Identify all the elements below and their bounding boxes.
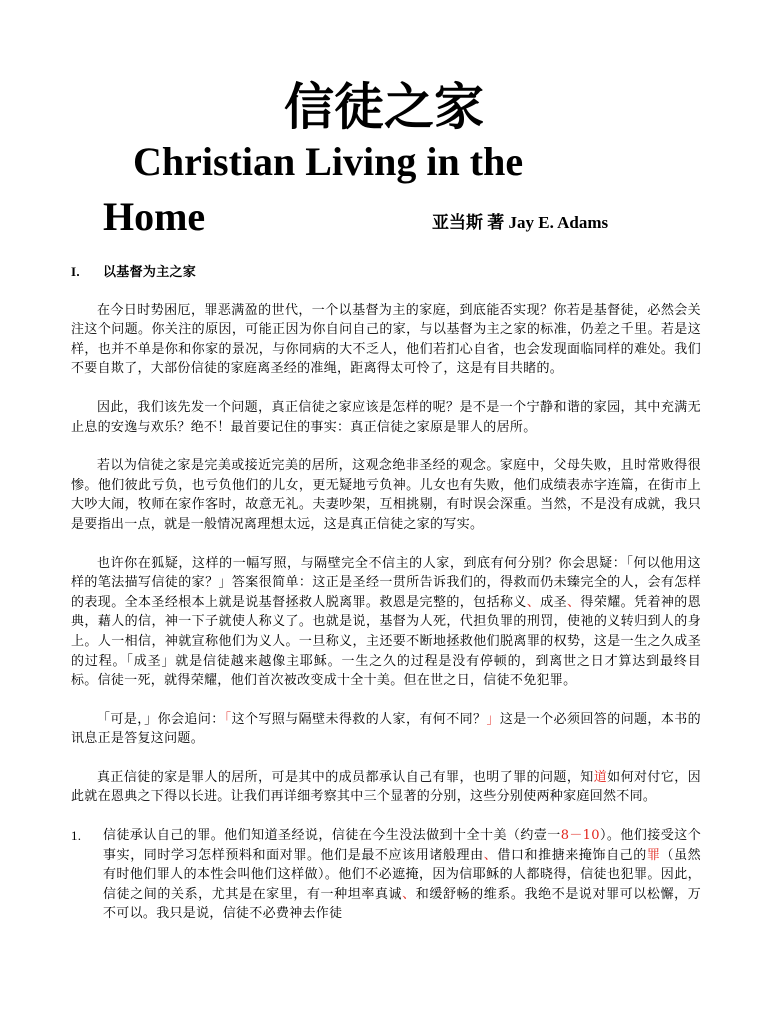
list-item-part-b: ）。他们接受这个事实，同时学习怎样预料和面对罪。他们是最不应该用诸般理由 (103, 828, 701, 863)
paragraph-5-part-a: 「可是，」你会追问： (97, 711, 225, 727)
paragraph-5 (71, 710, 701, 749)
page-title-english-line1: Christian Living in the (133, 139, 524, 184)
paragraph-1: 在今日时势困厄，罪恶满盈的世代，一个以基督为主的家庭，到底能否实现？你若是基督徒，必然会关注这个问题。你关注的原因，可能正因为你自问自己的家，与以基督为主之家的标准，仍差之千里。若是这样，也并不单是你和你家的景况，与你同病的大不乏人，他们若扪心自省，也会发现面临同样的难处。我们不要自欺了，大部份信徒的家庭离圣经的准绳，距离得太可怜了，这是有目共睹的。 (71, 302, 701, 377)
document-body (71, 262, 701, 924)
paragraph-4-part-b: 成圣 (540, 594, 568, 610)
paragraph-4 (71, 554, 701, 691)
paragraph-5-part-c: 这是一个必须回答的问题，本书的讯息正是答复这问题。 (71, 711, 701, 747)
list-item (71, 826, 701, 924)
paragraph-4-part-c: 得荣耀。凭着神的恩典，藉人的信，神一下子就使人称义了。也就是说，基督为人死，代担负罪的刑罚，使祂的义转归到人的身上。人一相信，神就宣称他们为义人。一旦称义，主还要不断地拯救他们脱离罪的权势，这是一生之久成圣的过程。「成圣」就是信徒越来越像主耶稣。一生之久的过程是没有停顿的，到离世之日才算达到最终目标。信徒一死，就得荣耀，他们首次被改变成十全十美。但在世之日，信徒不免犯罪。 (71, 594, 701, 689)
red-separator: 、 (402, 886, 416, 902)
red-separator: 、 (526, 594, 541, 610)
list-item-part-c: 借口和推搪来掩饰自己的 (497, 847, 647, 863)
paragraph-6-part-b: 如何对付它，因此就在恩典之下得以长进。让我们再详细考察其中三个显著的分别，这些分别使两种家庭回然不同。 (71, 769, 701, 805)
section-number: I. (71, 264, 80, 279)
list-item-number: 1. (71, 828, 82, 844)
section-title: 以基督为主之家 (103, 265, 197, 280)
red-highlight: 道 (593, 769, 608, 785)
list-item-part-a: 信徒承认自己的罪。他们知道圣经说，信徒在今生没法做到十全十美（约壹一 (103, 828, 561, 844)
list-item-text (103, 826, 701, 924)
page-title-chinese: 信徒之家 (284, 78, 484, 136)
red-highlight: 罪 (646, 847, 661, 863)
red-quote-close: 」 (486, 711, 500, 727)
section-heading (71, 262, 701, 283)
author-byline: 亚当斯 著 Jay E. Adams (432, 213, 609, 232)
list-item-part-d: （虽然有时他们罪人的本性会叫他们这样做）。他们不必遮掩，因为信耶稣的人都晓得，信徒也犯罪。因此，信徒之间的关系，尤其是在家里，有一种坦率真诚 (103, 847, 701, 902)
red-separator: 、 (567, 594, 581, 610)
red-separator: 、 (483, 847, 498, 863)
paragraph-3: 若以为信徒之家是完美或接近完美的居所，这观念绝非圣经的观念。家庭中，父母失败，且时常败得很惨。他们彼此亏负，也亏负他们的儿女，更无疑地亏负神。儿女也有失败，他们成绩表赤字连篇，在街市上大吵大闹，牧师在家作客时，故意无礼。夫妻吵架，互相挑剔，有时误会深重。当然，不是没有成就，我只是要指出一点，就是一般情况离理想太远，这是真正信徒之家的写实。 (71, 458, 701, 532)
paragraph-5-quote: 这个写照与隔壁未得救的人家，有何不同？ (231, 711, 487, 727)
list-item-part-e: 和缓舒畅的维系。我绝不是说对罪可以松懈，万不可以。我只是说，信徒不必费神去作徒 (103, 886, 701, 922)
page-title-english-line2: Home (103, 194, 206, 239)
paragraph-4-part-a: 也许你在狐疑，这样的一幅写照，与隔壁完全不信主的人家，到底有何分别？你会思疑：「何以他用这样的笔法描写信徒的家？」答案很简单：这正是圣经一贯所告诉我们的，得救而仍未臻完全的人，会有怎样的表现。全本圣经根本上就是说基督拯救人脱离罪。救恩是完整的，包括称义 (71, 555, 701, 610)
paragraph-2: 因此，我们该先发一个问题，真正信徒之家应该是怎样的呢？是不是一个宁静和谐的家园，其中充满无止息的安逸与欢乐？绝不！最首要记住的事实：真正信徒之家原是罪人的居所。 (71, 399, 701, 435)
red-quote-open: 「 (224, 711, 232, 727)
paragraph-6 (71, 768, 701, 807)
scripture-reference: 8－10 (560, 828, 600, 844)
paragraph-6-part-a: 真正信徒的家是罪人的居所，可是其中的成员都承认自己有罪，也明了罪的问题，知 (97, 769, 594, 785)
